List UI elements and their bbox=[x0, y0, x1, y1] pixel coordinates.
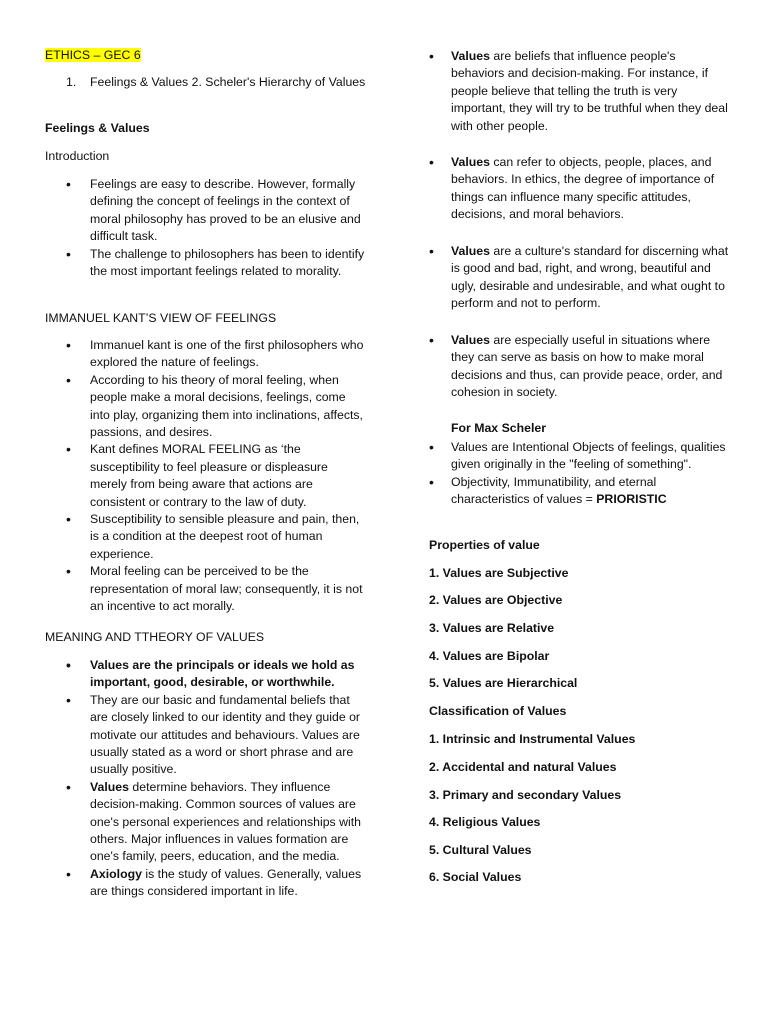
list-item: • Moral feeling can be perceived to be the representation of moral law; consequently, it is not an incentive to act morally. bbox=[45, 563, 367, 615]
list-item: • Values are beliefs that influence people's behaviors and decision-making. For instance, if people believe that telling the truth is very important, they will try to be truthful when they deal with other people. bbox=[429, 48, 729, 135]
values-definitions bbox=[429, 154, 729, 224]
list-item: • Objectivity, Immunatibility, and eternal characteristics of values = PRIORISTIC bbox=[429, 474, 729, 509]
classification-item: 3. Primary and secondary Values bbox=[429, 788, 622, 802]
properties-heading: Properties of value bbox=[429, 538, 540, 552]
classification-item: 1. Intrinsic and Instrumental Values bbox=[429, 732, 636, 746]
list-item: • They are our basic and fundamental beliefs that are closely linked to our identity and they guide or motivate our attitudes and behaviours. Values are usually stated as a word or short phrase and are usually positive. bbox=[45, 692, 367, 779]
property-item: 5. Values are Hierarchical bbox=[429, 676, 578, 690]
list-item: 1. Feelings & Values 2. Scheler's Hierarchy of Values bbox=[66, 75, 366, 89]
values-definitions bbox=[429, 48, 729, 135]
list-item: • Values determine behaviors. They influence decision-making. Common sources of values are one's personal experiences and relationships with others. Major influences in values formation are one's family, peers, education, and the media. bbox=[45, 779, 367, 866]
list-item: • Susceptibility to sensible pleasure and pain, then, is a condition at the deepest root of human experience. bbox=[45, 511, 367, 563]
list-item: • Values can refer to objects, people, places, and behaviors. In ethics, the degree of importance of things can influence many specific attitudes, decisions, and moral behaviors. bbox=[429, 154, 729, 224]
classification-item: 4. Religious Values bbox=[429, 815, 541, 829]
heading-feelings-values: Feelings & Values bbox=[45, 121, 150, 135]
list-item: • Values are the principals or ideals we hold as important, good, desirable, or worthwhile. bbox=[45, 657, 367, 692]
values-bullets bbox=[45, 657, 367, 901]
intro-bullets bbox=[45, 176, 367, 280]
scheler-bullets bbox=[429, 439, 729, 509]
intro-label: Introduction bbox=[45, 149, 110, 163]
list-item: • Kant defines MORAL FEELING as ‘the susceptibility to feel pleasure or displeasure merely from being aware that actions are consistent or contrary to the law of duty. bbox=[45, 441, 367, 511]
scheler-heading: For Max Scheler bbox=[451, 421, 546, 435]
list-item: • Values are especially useful in situations where they can serve as basis on how to make moral decisions and thus, can provide peace, order, and cohesion in society. bbox=[429, 332, 729, 402]
classification-item: 2. Accidental and natural Values bbox=[429, 760, 617, 774]
classification-heading: Classification of Values bbox=[429, 704, 567, 718]
list-item: • Values are Intentional Objects of feelings, qualities given originally in the "feeling of something". bbox=[429, 439, 729, 474]
list-item: • The challenge to philosophers has been to identify the most important feelings related to morality. bbox=[45, 246, 367, 281]
kant-heading: IMMANUEL KANT’S VIEW OF FEELINGS bbox=[45, 311, 277, 325]
values-definitions bbox=[429, 243, 729, 313]
list-item: • Feelings are easy to describe. However, formally defining the concept of feelings in the context of moral philosophy has proved to be an elusive and difficult task. bbox=[45, 176, 367, 246]
list-item: • Values are a culture's standard for discerning what is good and bad, right, and wrong, beautiful and ugly, desirable and undesirable, and what ought to perform and not to perform. bbox=[429, 243, 729, 313]
list-item: • According to his theory of moral feeling, when people make a moral decisions, feelings, come into play, organizing them into inclinations, affects, passions, and desires. bbox=[45, 372, 367, 442]
property-item: 1. Values are Subjective bbox=[429, 566, 569, 580]
topic-list bbox=[45, 74, 367, 91]
property-item: 3. Values are Relative bbox=[429, 621, 555, 635]
list-item: • Immanuel kant is one of the first philosophers who explored the nature of feelings. bbox=[45, 337, 367, 372]
document-title bbox=[45, 47, 141, 64]
property-item: 4. Values are Bipolar bbox=[429, 649, 550, 663]
list-item: • Axiology is the study of values. Generally, values are things considered important in life. bbox=[45, 866, 367, 901]
values-definitions bbox=[429, 332, 729, 402]
values-heading: MEANING AND TTHEORY OF VALUES bbox=[45, 630, 265, 644]
classification-item: 6. Social Values bbox=[429, 870, 522, 884]
property-item: 2. Values are Objective bbox=[429, 593, 563, 607]
highlighted-title: ETHICS – GEC 6 bbox=[45, 48, 141, 62]
classification-item: 5. Cultural Values bbox=[429, 843, 532, 857]
kant-bullets bbox=[45, 337, 367, 616]
